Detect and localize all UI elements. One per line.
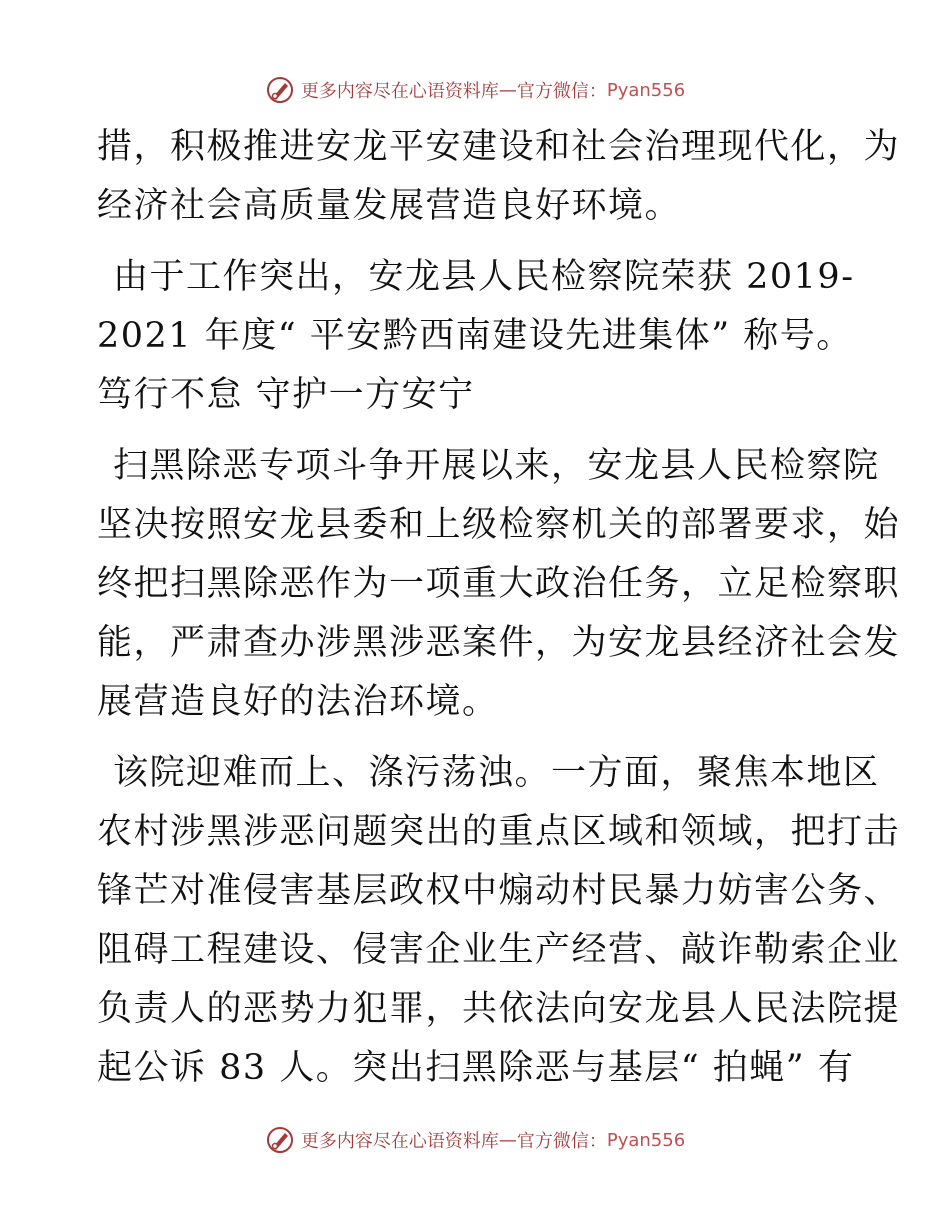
watermark-main-text: 更多内容尽在心语资料库: [300, 81, 499, 102]
paragraph-4: [97, 744, 901, 1098]
text-line: 起公诉 83 人。突出扫黑除恶与基层“ 拍蝇” 有: [97, 1048, 855, 1088]
text-line: 负责人的恶势力犯罪，共依法向安龙县人民法院提: [97, 989, 901, 1029]
text-line: 终把扫黑除恶作为一项重大政治任务，立足检察职: [97, 564, 901, 604]
document-body: [97, 118, 901, 1098]
text-line: 农村涉黑涉恶问题突出的重点区域和领域，把打击: [97, 812, 901, 852]
text-line: 2021 年度“ 平安黔西南建设先进集体” 称号。: [97, 316, 853, 356]
watermark-separator: —: [498, 79, 517, 101]
paragraph-1: [97, 118, 901, 236]
text-line: 能，严肃查办涉黑涉恶案件，为安龙县经济社会发: [97, 623, 901, 663]
watermark-label: 官方微信：: [516, 1131, 607, 1152]
watermark-handle: Pyan556: [606, 1129, 686, 1151]
watermark-label: 官方微信：: [516, 81, 607, 102]
header-watermark: [0, 72, 950, 108]
footer-watermark: [0, 1122, 950, 1158]
text-line: 该院迎难而上、涤污荡浊。一方面，聚焦本地区: [113, 753, 880, 793]
text-line: 阻碍工程建设、侵害企业生产经营、敲诈勒索企业: [97, 930, 901, 970]
pen-logo-icon: [265, 75, 295, 105]
paragraph-3: [97, 437, 901, 732]
watermark-separator: —: [498, 1129, 517, 1151]
watermark-handle: Pyan556: [606, 79, 686, 101]
pen-logo-icon: [265, 1125, 295, 1155]
text-line: 经济社会高质量发展营造良好环境。: [97, 186, 682, 226]
text-line: 由于工作突出，安龙县人民检察院荣获 2019-: [113, 257, 855, 297]
paragraph-2: [97, 248, 857, 425]
text-line: 措，积极推进安龙平安建设和社会治理现代化，为: [97, 127, 901, 167]
text-line: 展营造良好的法治环境。: [97, 682, 499, 722]
text-line: 扫黑除恶专项斗争开展以来，安龙县人民检察院: [113, 446, 880, 486]
watermark-main-text: 更多内容尽在心语资料库: [300, 1131, 499, 1152]
text-line: 锋芒对准侵害基层政权中煽动村民暴力妨害公务、: [97, 871, 901, 911]
text-line: 坚决按照安龙县委和上级检察机关的部署要求，始: [97, 505, 901, 545]
section-heading: 笃行不怠 守护一方安宁: [97, 375, 475, 415]
